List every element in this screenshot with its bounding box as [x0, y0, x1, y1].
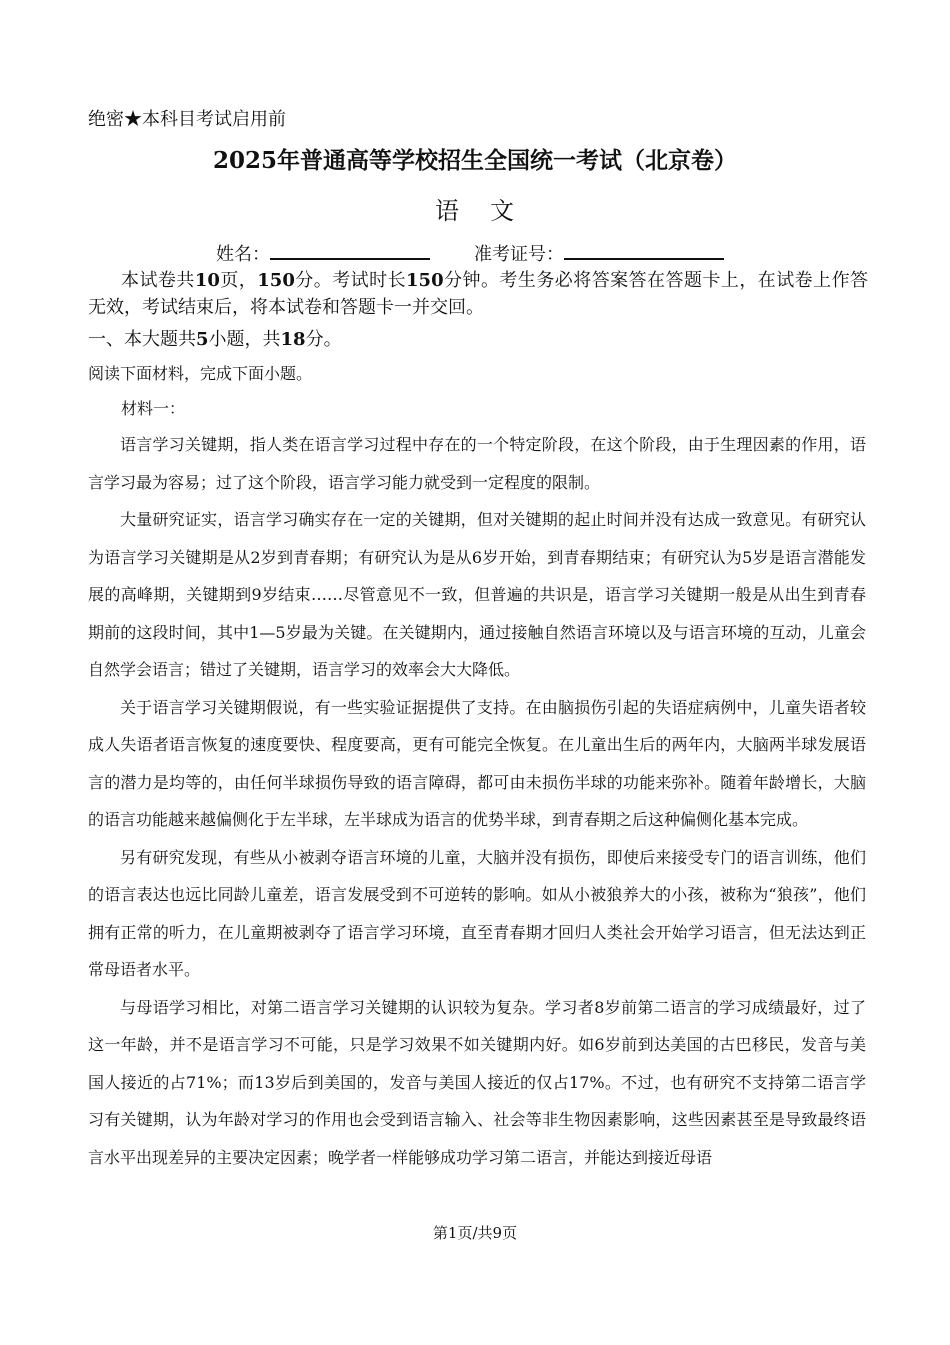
subject-char-2: 文: [490, 197, 515, 225]
section-text: 分。: [305, 329, 342, 350]
page-number: 第1页/共9页: [432, 1224, 518, 1242]
section-heading: [88, 328, 342, 352]
material-body: [88, 426, 866, 1176]
exam-title: 2025年普通高等学校招生全国统一考试（北京卷）: [212, 147, 737, 174]
paragraph: 关于语言学习关键期假说，有一些实验证据提供了支持。在由脑损伤引起的失语症病例中，儿童失语者较成人失语者语言恢复的速度要快、程度要高，更有可能完全恢复。在儿童出生后的两年内，大脑两半球发展语言的潜力是均等的，由任何半球损伤导致的语言障碍，都可由未损伤半球的功能来弥补。随着年龄增长，大脑的语言功能越来越偏侧化于左半球，左半球成为语言的优势半球，到青春期之后这种偏侧化基本完成。: [88, 697, 866, 829]
subject-char-1: 语: [435, 197, 460, 225]
notice-text: 页，: [219, 270, 258, 291]
section-text: 小题，共: [208, 329, 281, 350]
name-blank: [270, 240, 430, 260]
subject-title: [0, 196, 950, 226]
paragraph: 另有研究发现，有些从小被剥夺语言环境的儿童，大脑并没有损伤，即使后来接受专门的语言训练，他们的语言表达也远比同龄儿童差，语言发展受到不可逆转的影响。如从小被狼养大的小孩，被称为“狼孩”，他们拥有正常的听力，在儿童期被剥夺了语言学习环境，直至青春期才回归人类社会开始学习语言，但无法达到正常母语者水平。: [88, 847, 866, 979]
paragraph: 与母语学习相比，对第二语言学习关键期的认识较为复杂。学习者8岁前第二语言的学习成绩最好，过了这一年龄，并不是语言学习不可能，只是学习效果不如关键期内好。如6岁前到达美国的古巴移民，发音与美国人接近的占71%；而13岁后到美国的，发音与美国人接近的仅占17%。不过，也有研究不支持第二语言学习有关键期，认为年龄对学习的作用也会受到语言输入、社会等非生物因素影响，这些因素甚至是导致最终语言水平出现差异的主要决定因素；晚学者一样能够成功学习第二语言，并能达到接近母语: [88, 997, 866, 1167]
notice-total-score: 150: [257, 270, 295, 291]
notice-text: 分。考试时长: [294, 270, 407, 291]
notice-duration: 150: [406, 270, 444, 291]
exam-notice: [88, 267, 868, 321]
notice-text: 本试卷共: [121, 270, 195, 291]
section-text: 一、本大题共: [88, 329, 196, 350]
name-label: 姓名：: [216, 244, 270, 265]
section-question-count: 5: [196, 329, 209, 350]
material-title: 材料一：: [121, 399, 186, 418]
candidate-fields: [216, 240, 724, 267]
reading-instruction: 阅读下面材料，完成下面小题。: [88, 364, 313, 383]
exam-id-label: 准考证号：: [474, 244, 564, 265]
notice-text: 分钟。考生务必将答案答在答题卡上，在试卷上作答无效，考试结束后，将本试卷和答题卡一并交回。: [88, 270, 869, 318]
paragraph: 大量研究证实，语言学习确实存在一定的关键期，但对关键期的起止时间并没有达成一致意见。有研究认为语言学习关键期是从2岁到青春期；有研究认为是从6岁开始，到青春期结束；有研究认为5岁是语言潜能发展的高峰期，关键期到9岁结束……尽管意见不一致，但普遍的共识是，语言学习关键期一般是从出生到青春期前的这段时间，其中1—5岁最为关键。在关键期内，通过接触自然语言环境以及与语言环境的互动，儿童会自然学会语言；错过了关键期，语言学习的效率会大大降低。: [88, 510, 866, 679]
paragraph: 语言学习关键期，指人类在语言学习过程中存在的一个特定阶段，在这个阶段，由于生理因素的作用，语言学习最为容易；过了这个阶段，语言学习能力就受到一定程度的限制。: [88, 435, 866, 492]
notice-page-count: 10: [194, 270, 220, 291]
exam-id-blank: [564, 240, 724, 260]
secret-mark: 绝密★本科目考试启用前: [88, 109, 286, 130]
section-score: 18: [280, 329, 306, 350]
